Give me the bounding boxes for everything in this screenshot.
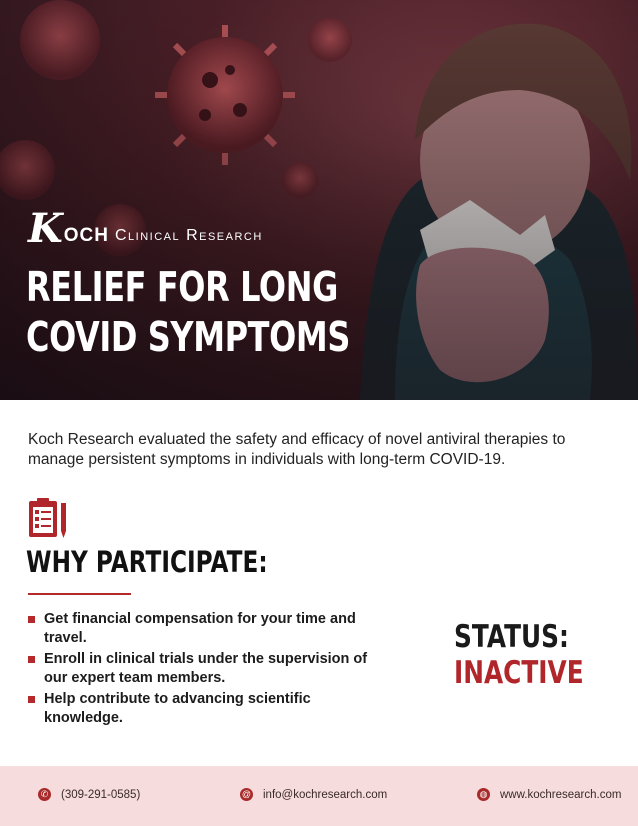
phone-icon: ✆ — [38, 788, 51, 801]
headline-line-1: RELIEF FOR LONG — [26, 263, 338, 311]
email-contact[interactable] — [240, 788, 387, 801]
contact-footer — [0, 766, 638, 826]
globe-icon: ◍ — [477, 788, 490, 801]
koch-logo: K OCH Clinical Research — [28, 205, 263, 252]
bullet-square-icon — [28, 696, 35, 703]
website-link[interactable]: www.kochresearch.com — [500, 788, 622, 801]
phone-number[interactable]: (309-291-0585) — [61, 788, 141, 801]
clipboard-checklist-icon — [28, 497, 70, 539]
email-icon: @ — [241, 789, 252, 799]
status-label: STATUS: — [454, 619, 569, 655]
hero-banner — [0, 0, 638, 400]
list-item: Enroll in clinical trials under the supervision of our expert team members. — [28, 650, 388, 688]
intro-paragraph: Koch Research evaluated the safety and efficacy of novel antiviral therapies to manage persistent symptoms in individuals with long-term COVID-19. — [28, 431, 566, 468]
list-item: Get financial compensation for your time and travel. — [28, 610, 388, 648]
bullet-square-icon — [28, 616, 35, 623]
headline-line-2: COVID SYMPTOMS — [26, 313, 350, 361]
benefits-list — [28, 610, 388, 730]
bullet-square-icon — [28, 656, 35, 663]
page-title — [26, 262, 350, 362]
email-link[interactable]: info@kochresearch.com — [263, 788, 388, 801]
phone-contact[interactable] — [38, 788, 140, 801]
status-badge: INACTIVE — [454, 655, 584, 691]
website-contact[interactable] — [477, 788, 621, 801]
list-item: Help contribute to advancing scientific knowledge. — [28, 690, 388, 728]
status-block — [454, 620, 584, 692]
section-divider — [28, 593, 131, 595]
why-participate-heading: WHY PARTICIPATE: — [26, 545, 268, 579]
